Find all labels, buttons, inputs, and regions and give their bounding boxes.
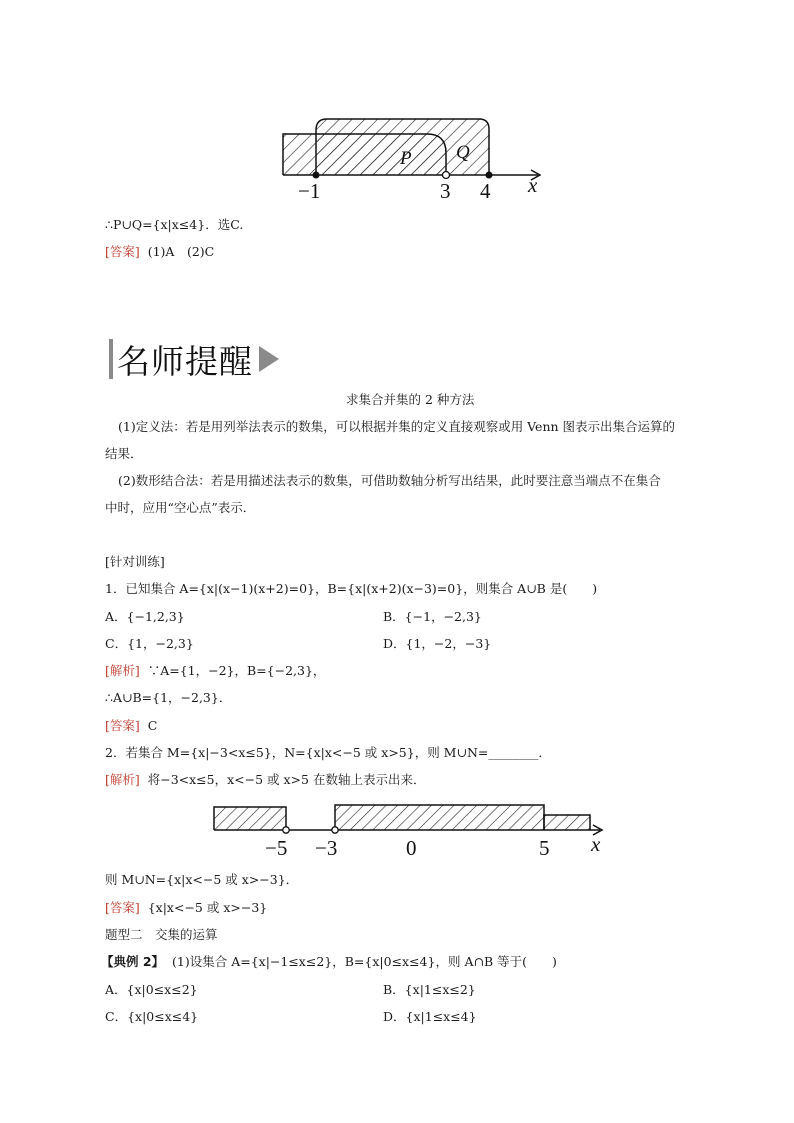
training-heading: [针对训练] (105, 554, 165, 569)
q2-answer (105, 899, 267, 917)
ex-option-c: C．{x|0≤x≤4} (105, 1009, 199, 1024)
q1-option-b: B．{−1，−2,3} (383, 609, 482, 624)
analysis-tag: [解析] (105, 772, 140, 787)
set-q-label: Q (456, 142, 470, 163)
tick-label-4: 4 (480, 179, 491, 203)
hollow-point-3 (443, 172, 450, 179)
method-2-line-b: 中时，应用“空心点”表示． (105, 500, 256, 515)
question-2: 2．若集合 M={x|−3<x≤5}，N={x|x<−5 或 x>5}，则 M∪N=________． (105, 745, 551, 760)
solid-point-4 (486, 172, 493, 179)
tick-label-5: 5 (539, 836, 550, 860)
method-1-line-a: (1)定义法：若是用列举法表示的数集，可以根据并集的定义直接观察或用 Venn 图表示出集合运算的 (118, 419, 676, 434)
q1-answer (105, 717, 157, 735)
question-1: 1．已知集合 A={x|(x−1)(x+2)=0}，B={x|(x+2)(x−3)=0}，则集合 A∪B 是( ) (105, 581, 598, 596)
set-p-region (283, 134, 446, 175)
q2-analysis (105, 771, 425, 789)
answer-text: C (147, 718, 158, 733)
analysis-tag: [解析] (105, 663, 140, 678)
q1-analysis (105, 662, 325, 680)
conclusion-1: ∴P∪Q={x|x≤4}．选C. (105, 217, 244, 232)
q1-option-a: A．{−1,2,3} (105, 609, 185, 624)
region-greater-than-5 (544, 815, 590, 830)
ex-option-b: B．{x|1≤x≤2} (383, 982, 476, 997)
answer-tag: [答案] (105, 900, 140, 915)
hollow-point-neg3 (332, 827, 338, 833)
axis-variable-x: x (528, 173, 538, 197)
solid-point-neg1 (313, 172, 320, 179)
banner-title: 名师提醒 (117, 341, 253, 381)
example-tag: 【典例 2】 (101, 954, 165, 969)
q2-result: 则 M∪N={x|x<−5 或 x>−3}． (105, 872, 299, 887)
set-p-label: P (400, 148, 412, 169)
answer-tag: [答案] (105, 718, 140, 733)
method-2-line-a: (2)数形结合法：若是用描述法表示的数集，可借助数轴分析写出结果，此时要注意当端点不在集合 (118, 473, 661, 488)
ex-option-d: D．{x|1≤x≤4} (383, 1009, 477, 1024)
answer-tag: [答案] (105, 244, 140, 259)
type-2-heading: 题型二 交集的运算 (105, 927, 218, 942)
example-2 (101, 953, 557, 971)
answer-text: {x|x<−5 或 x>−3} (147, 900, 268, 915)
ex-option-a: A．{x|0≤x≤2} (105, 982, 198, 997)
tick-label-0: 0 (406, 836, 417, 860)
region-neg3-to-5 (335, 805, 544, 830)
answer-text: (1)A (2)C (147, 244, 215, 259)
axis-variable-x: x (591, 832, 601, 856)
example-text: (1)设集合 A={x|−1≤x≤2}，B={x|0≤x≤4}，则 A∩B 等于( ) (172, 954, 557, 969)
section-title: 求集合并集的 2 种方法 (346, 392, 475, 407)
tick-label-3: 3 (440, 179, 451, 203)
number-line-figure-pq (0, 0, 794, 210)
q1-option-c: C．{1，−2,3} (105, 636, 194, 651)
method-1-line-b: 结果． (105, 446, 143, 461)
tick-label-neg1: −1 (298, 179, 321, 203)
hollow-point-neg5 (283, 827, 289, 833)
q1-option-d: D．{1，−2，−3} (383, 636, 492, 651)
q1-therefore: ∴A∪B={1，−2,3}． (105, 690, 232, 705)
analysis-text: ∵A={1，−2}，B={−2,3}， (147, 663, 326, 678)
tick-label-neg5: −5 (265, 836, 288, 860)
number-line-figure-mn (0, 795, 794, 865)
region-less-than-neg5 (214, 807, 286, 830)
banner-arrow-icon (259, 346, 279, 372)
analysis-text: 将−3<x≤5，x<−5 或 x>5 在数轴上表示出来． (147, 772, 426, 787)
tick-label-neg3: −3 (315, 836, 338, 860)
answer-1 (105, 243, 214, 261)
tip-banner (109, 339, 279, 379)
